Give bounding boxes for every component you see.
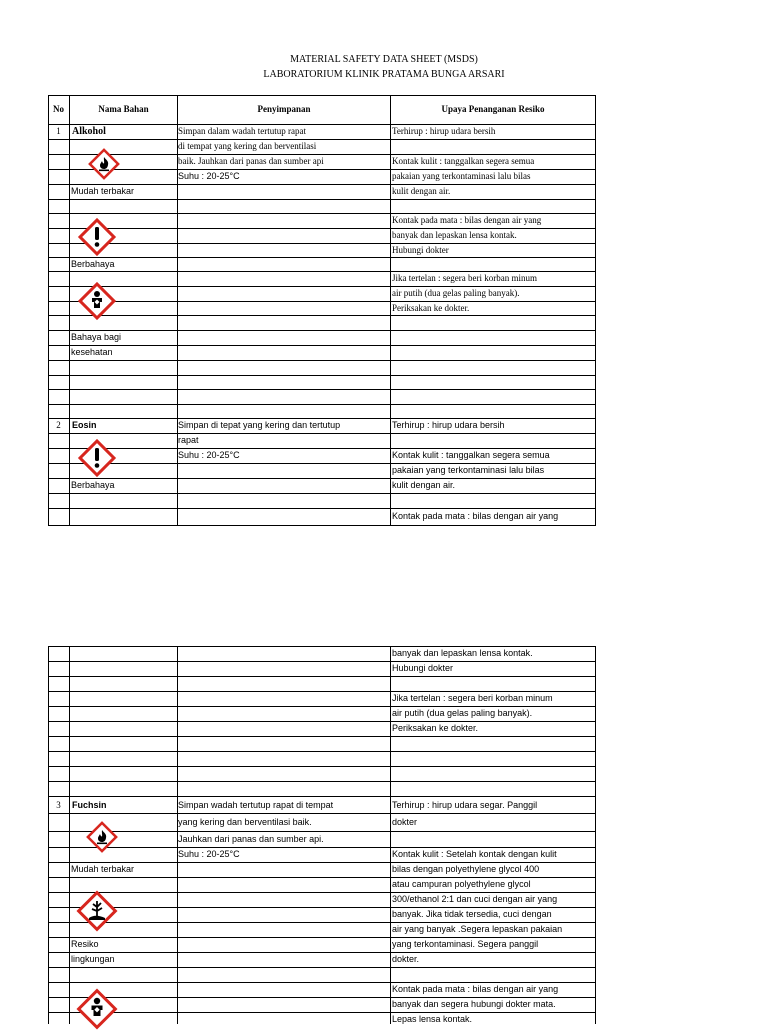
handling-line: 300/ethanol 2:1 dan cuci dengan air yang bbox=[392, 894, 558, 904]
storage-line: Simpan wadah tertutup rapat di tempat bbox=[178, 800, 334, 810]
flame-icon bbox=[88, 148, 120, 180]
storage-line: rapat bbox=[178, 435, 199, 445]
health-hazard-icon bbox=[77, 281, 117, 321]
handling-line: pakaian yang terkontaminasi lalu bilas bbox=[392, 465, 545, 475]
material-name: Alkohol bbox=[72, 126, 106, 137]
handling-line: banyak. Jika tidak tersedia, cuci dengan bbox=[392, 909, 552, 919]
msds-table-page-1 bbox=[48, 95, 596, 526]
handling-line: yang terkontaminasi. Segera panggil bbox=[392, 939, 539, 949]
column-header-storage: Penyimpanan bbox=[257, 104, 311, 114]
document-subtitle: LABORATORIUM KLINIK PRATAMA BUNGA ARSARI bbox=[263, 69, 505, 80]
row-number: 3 bbox=[56, 800, 61, 810]
environment-icon bbox=[75, 889, 119, 933]
handling-line: Kontak pada mata : bilas dengan air yang bbox=[392, 215, 542, 225]
handling-line: pakaian yang terkontaminasi lalu bilas bbox=[392, 171, 531, 181]
hazard-label: Bahaya bagi bbox=[71, 332, 122, 342]
handling-line: Periksakan ke dokter. bbox=[392, 303, 470, 313]
flame-icon bbox=[86, 821, 118, 853]
hazard-label: Berbahaya bbox=[71, 480, 115, 490]
material-name: Eosin bbox=[72, 420, 97, 430]
storage-line: Simpan di tepat yang kering dan tertutup bbox=[178, 420, 341, 430]
storage-line: Jauhkan dari panas dan sumber api. bbox=[178, 834, 324, 844]
exclamation-icon bbox=[77, 438, 117, 478]
hazard-label: Berbahaya bbox=[71, 259, 115, 269]
column-header-no: No bbox=[53, 104, 64, 114]
handling-line: Kontak kulit : tanggalkan segera semua bbox=[392, 156, 535, 166]
hazard-label: Mudah terbakar bbox=[71, 864, 135, 874]
handling-line: Jika tertelan : segera beri korban minum bbox=[392, 693, 553, 703]
health-hazard-icon bbox=[75, 987, 119, 1031]
row-number: 2 bbox=[56, 420, 61, 430]
hazard-label: lingkungan bbox=[71, 954, 115, 964]
handling-line: air putih (dua gelas paling banyak). bbox=[392, 288, 520, 298]
hazard-label: kesehatan bbox=[71, 347, 113, 357]
storage-line: Suhu : 20-25°C bbox=[178, 450, 240, 460]
handling-line: dokter bbox=[392, 817, 418, 827]
handling-line: kulit dengan air. bbox=[392, 186, 451, 196]
handling-line: air yang banyak .Segera lepaskan pakaian bbox=[392, 924, 563, 934]
handling-line: kulit dengan air. bbox=[392, 480, 456, 490]
storage-line: Suhu : 20-25°C bbox=[178, 849, 240, 859]
handling-line: Kontak kulit : tanggalkan segera semua bbox=[392, 450, 550, 460]
document-title: MATERIAL SAFETY DATA SHEET (MSDS) bbox=[290, 54, 478, 65]
storage-line: yang kering dan berventilasi baik. bbox=[178, 817, 312, 827]
storage-line: Suhu : 20-25°C bbox=[178, 171, 240, 181]
handling-line: bilas dengan polyethylene glycol 400 bbox=[392, 864, 540, 874]
handling-line: Kontak pada mata : bilas dengan air yang bbox=[392, 984, 559, 994]
hazard-label: Resiko bbox=[71, 939, 99, 949]
handling-line: banyak dan lepaskan lensa kontak. bbox=[392, 230, 517, 240]
handling-line: Jika tertelan : segera beri korban minum bbox=[392, 273, 537, 283]
column-header-handling: Upaya Penanganan Resiko bbox=[441, 104, 545, 114]
hazard-label: Mudah terbakar bbox=[71, 186, 135, 196]
storage-line: Simpan dalam wadah tertutup rapat bbox=[178, 126, 306, 136]
row-number: 1 bbox=[56, 126, 61, 136]
handling-line: Kontak pada mata : bilas dengan air yang bbox=[392, 511, 559, 521]
handling-line: atau campuran polyethylene glycol bbox=[392, 879, 531, 889]
handling-line: banyak dan segera hubungi dokter mata. bbox=[392, 999, 556, 1009]
handling-line: Hubungi dokter bbox=[392, 663, 454, 673]
handling-line: dokter. bbox=[392, 954, 420, 964]
handling-line: Hubungi dokter bbox=[392, 245, 449, 255]
handling-line: air putih (dua gelas paling banyak). bbox=[392, 708, 533, 718]
handling-line: Lepas lensa kontak. bbox=[392, 1014, 473, 1024]
handling-line: banyak dan lepaskan lensa kontak. bbox=[392, 648, 533, 658]
msds-table-page-2 bbox=[48, 646, 596, 1024]
handling-line: Terhirup : hirup udara segar. Panggil bbox=[392, 800, 538, 810]
storage-line: baik. Jauhkan dari panas dan sumber api bbox=[178, 156, 324, 166]
handling-line: Terhirup : hirup udara bersih bbox=[392, 420, 505, 430]
column-header-name: Nama Bahan bbox=[98, 104, 149, 114]
exclamation-icon bbox=[77, 217, 117, 257]
material-name: Fuchsin bbox=[72, 800, 107, 810]
handling-line: Terhirup : hirup udara bersih bbox=[392, 126, 496, 136]
handling-line: Periksakan ke dokter. bbox=[392, 723, 479, 733]
handling-line: Kontak kulit : Setelah kontak dengan kulit bbox=[392, 849, 557, 859]
storage-line: di tempat yang kering dan berventilasi bbox=[178, 141, 317, 151]
